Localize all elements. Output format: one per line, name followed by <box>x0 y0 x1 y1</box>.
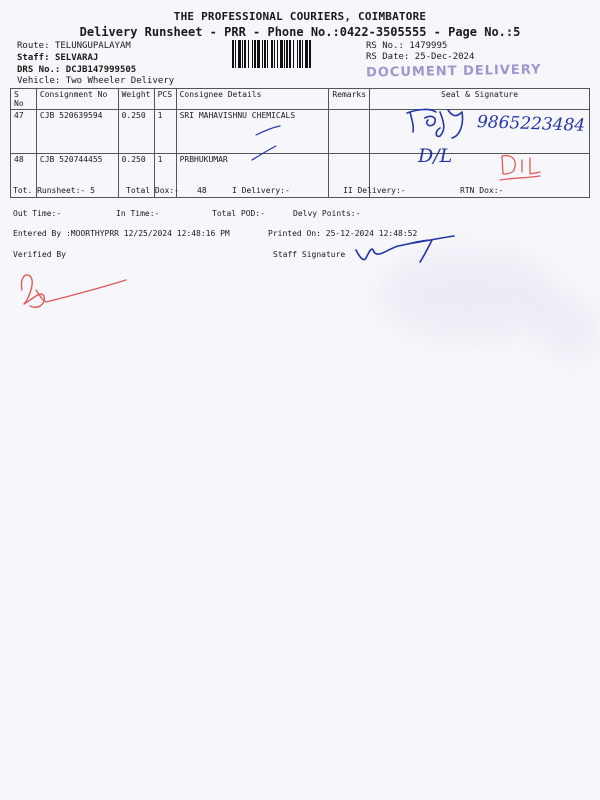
vehicle-value: Two Wheeler Delivery <box>65 76 175 86</box>
staff-value: SELVARAJ <box>54 53 99 63</box>
col-consignment: Consignment No <box>36 89 118 110</box>
runsheet-title: Delivery Runsheet - PRR - Phone No.:0422-3505555 - Page No.:5 <box>79 25 521 39</box>
route-line: Route: TELUNGUPALAYAM <box>17 41 131 51</box>
barcode-image <box>232 40 358 68</box>
rtn-dox: RTN Dox:- <box>460 186 504 195</box>
ii-delivery: II Delivery:- <box>343 186 406 195</box>
handwritten-phone: 9865223484 <box>476 112 586 136</box>
cell-consignment: CJB 520744455 <box>36 154 118 198</box>
staff-signature-label: Staff Signature <box>273 250 346 259</box>
cell-pcs: 1 <box>154 154 176 198</box>
cell-remarks <box>329 110 370 154</box>
tot-runsheet: Tot. Runsheet:- 5 <box>13 186 95 195</box>
entered-by: Entered By :MOORTHYPRR 12/25/2024 12:48:16 PM <box>13 229 230 238</box>
rs-no-line: RS No.: 1479995 <box>366 41 448 51</box>
scan-smudge <box>380 250 560 340</box>
handwritten-dl: D/L <box>418 145 453 167</box>
col-seal: Seal & Signature <box>370 89 590 110</box>
rs-date-line: RS Date: 25-Dec-2024 <box>366 52 475 62</box>
delvy-points: Delvy Points:- <box>293 209 361 218</box>
col-weight: Weight <box>118 89 154 110</box>
company-name: THE PROFESSIONAL COURIERS, COIMBATORE <box>173 10 427 23</box>
drs-value: DCJB147999505 <box>65 65 137 75</box>
col-pcs: PCS <box>154 89 176 110</box>
total-dox-value: 48 <box>197 186 207 195</box>
delivery-table <box>10 88 590 198</box>
table-header-row <box>11 89 590 110</box>
out-time: Out Time:- <box>13 209 62 218</box>
rs-no-value: 1479995 <box>409 41 448 51</box>
col-consignee: Consignee Details <box>176 89 329 110</box>
drs-line: DRS No.: DCJB147999505 <box>17 65 137 75</box>
document-delivery-stamp: DOCUMENT DELIVERY <box>365 62 542 81</box>
printed-on: Printed On: 25-12-2024 12:48:52 <box>268 229 418 238</box>
scan-smudge <box>540 300 600 360</box>
col-remarks: Remarks <box>329 89 370 110</box>
route-value: TELUNGUPALAYAM <box>54 41 131 51</box>
cell-consignee: PRBHUKUMAR <box>176 154 329 198</box>
verified-by: Verified By <box>13 250 66 259</box>
cell-pcs: 1 <box>154 110 176 154</box>
total-pod: Total POD:- <box>212 209 265 218</box>
col-sno: S No <box>11 89 37 110</box>
rs-date-value: 25-Dec-2024 <box>414 52 475 62</box>
i-delivery: I Delivery:- <box>232 186 290 195</box>
cell-consignee: SRI MAHAVISHNU CHEMICALS <box>176 110 329 154</box>
verified-signature-ink <box>21 275 126 307</box>
cell-sno: 47 <box>11 110 37 154</box>
cell-consignment: CJB 520639594 <box>36 110 118 154</box>
cell-weight: 0.250 <box>118 154 154 198</box>
in-time: In Time:- <box>116 209 160 218</box>
cell-weight: 0.250 <box>118 110 154 154</box>
total-dox-label: Total Dox:- <box>126 186 179 195</box>
staff-line: Staff: SELVARAJ <box>17 53 99 63</box>
cell-sno: 48 <box>11 154 37 198</box>
vehicle-line: Vehicle: Two Wheeler Delivery <box>17 76 175 86</box>
